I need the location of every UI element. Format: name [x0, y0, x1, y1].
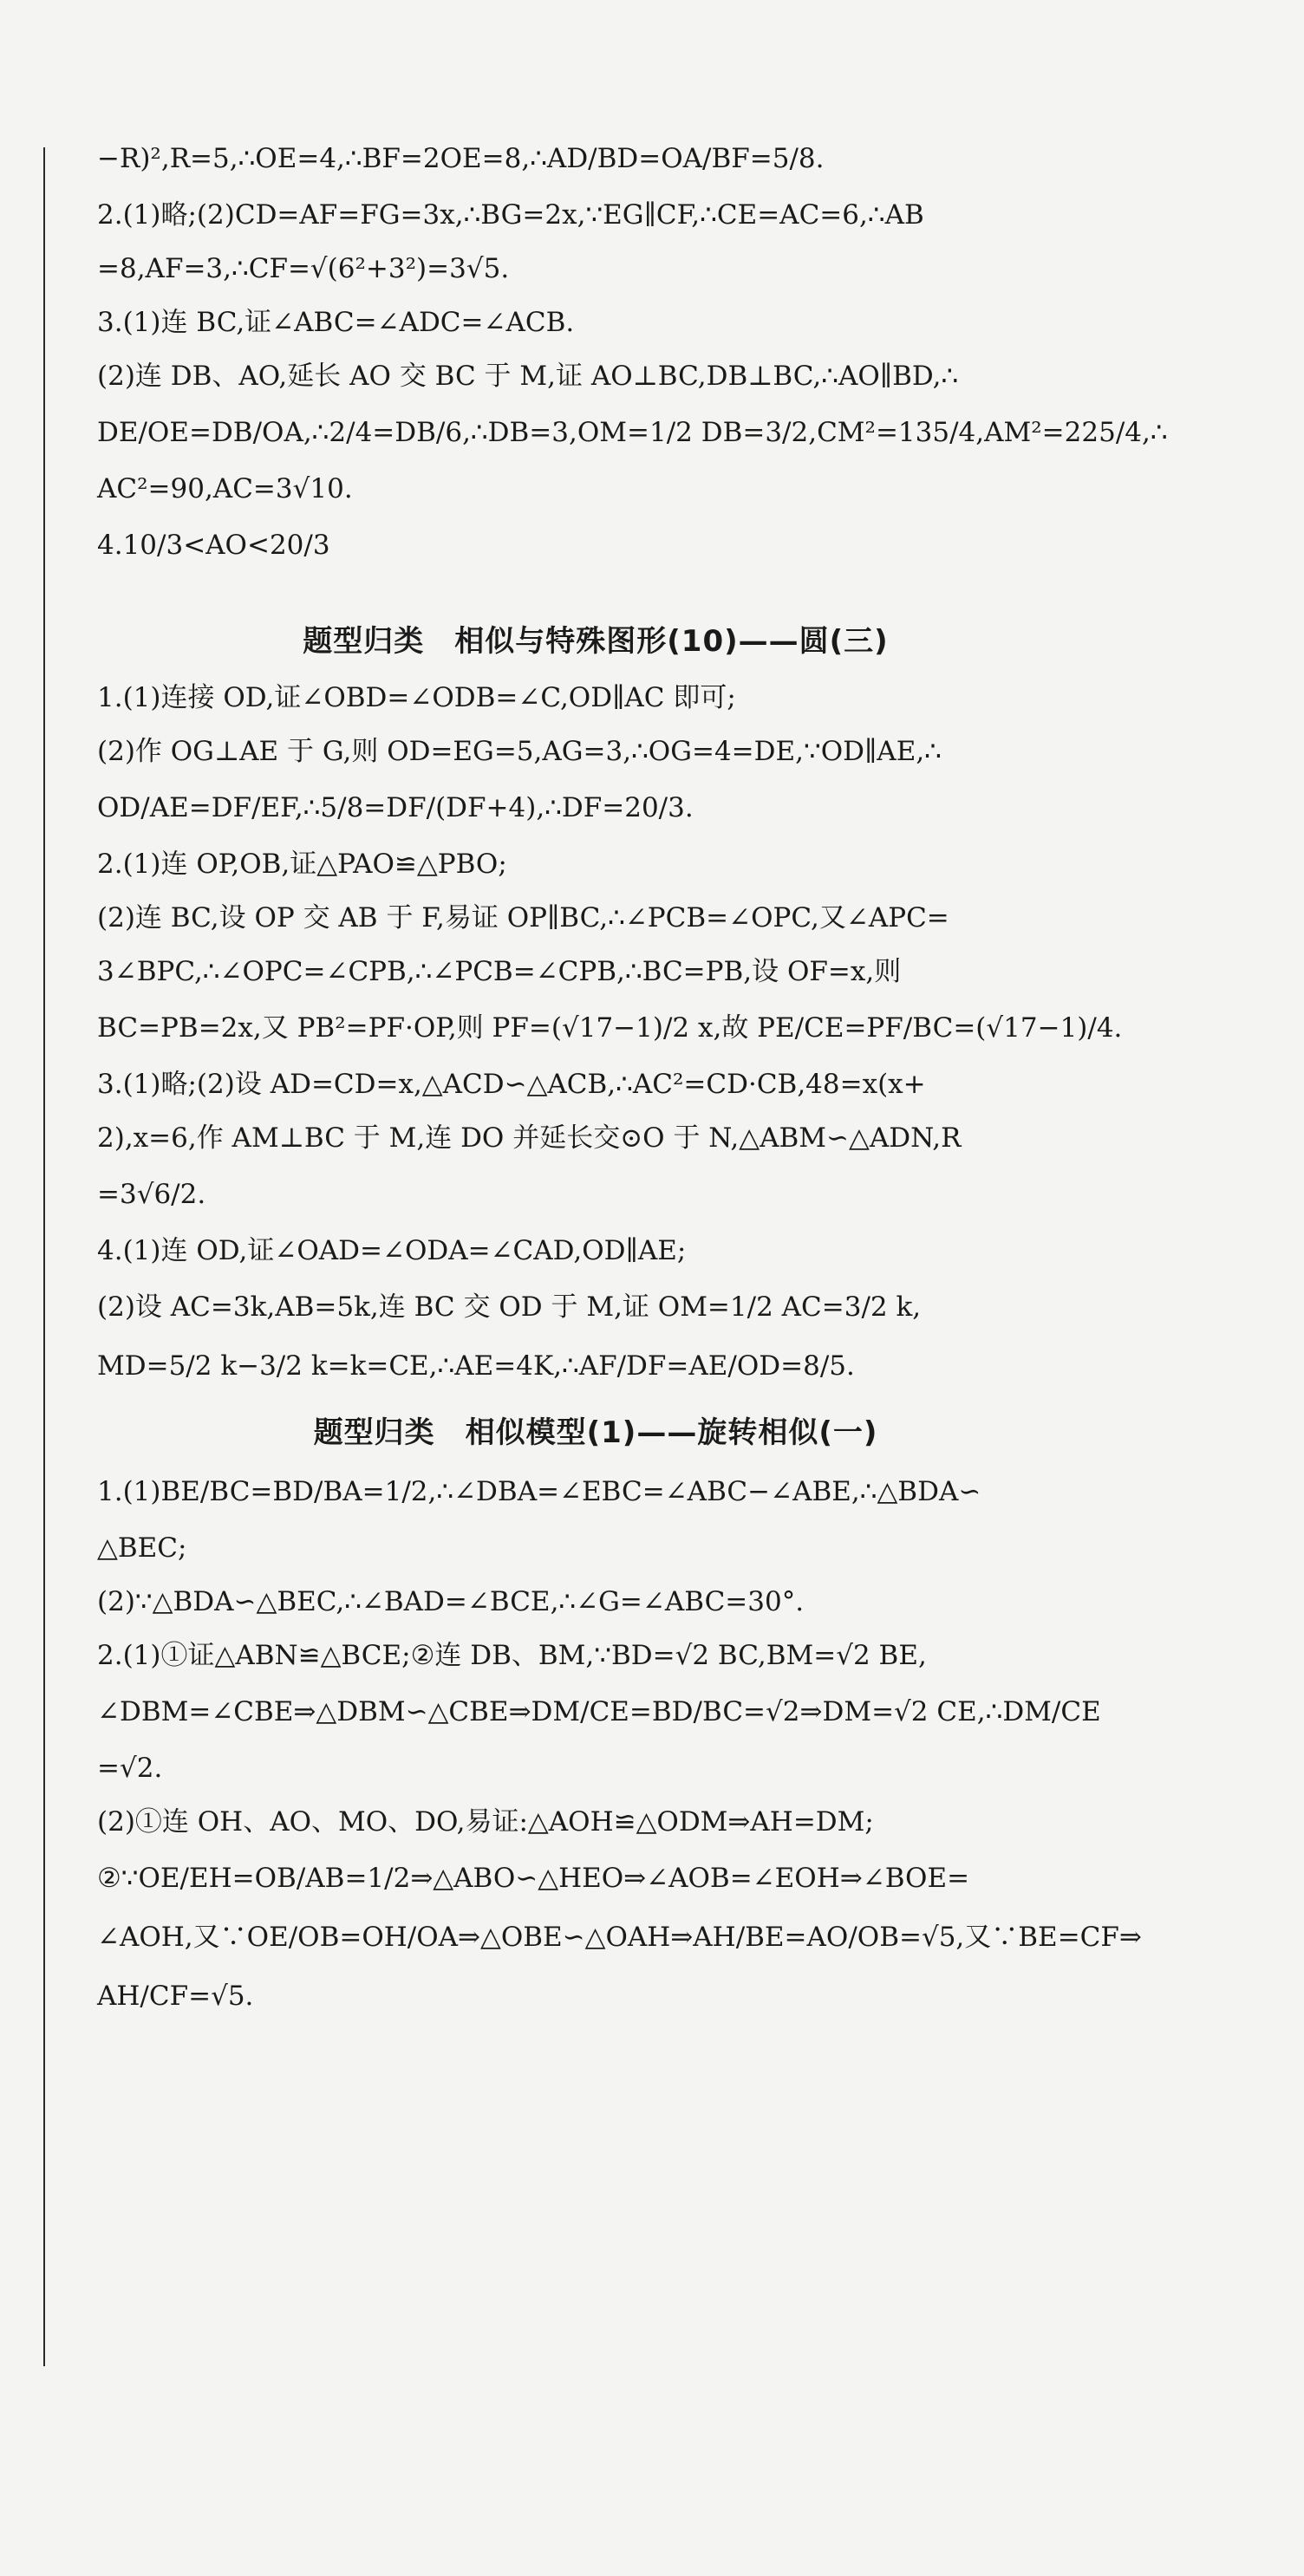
s2-line-5: (2)连 BC,设 OP 交 AB 于 F,易证 OP∥BC,∴∠PCB=∠OPC,又∠APC=	[97, 902, 949, 933]
s2-line-13: MD=5/2 k−3/2 k=k=CE,∴AE=4K,∴AF/DF=AE/OD=8/5.	[97, 1350, 855, 1382]
s3-line-5: ∠DBM=∠CBE⇒△DBM∽△CBE⇒DM/CE=BD/BC=√2⇒DM=√2 CE,∴DM/CE	[97, 1696, 1101, 1727]
section-heading-circle: 题型归类 相似与特殊图形(10)——圆(三)	[303, 624, 889, 659]
s3-line-1: 1.(1)BE/BC=BD/BA=1/2,∴∠DBA=∠EBC=∠ABC−∠ABE,∴△BDA∽	[97, 1476, 981, 1507]
s2-line-11: 4.(1)连 OD,证∠OAD=∠ODA=∠CAD,OD∥AE;	[97, 1235, 687, 1266]
s2-line-10: =3√6/2.	[97, 1179, 206, 1210]
line-8: 4.10/3<AO<20/3	[97, 530, 330, 561]
line-3: =8,AF=3,∴CF=√(6²+3²)=3√5.	[97, 253, 510, 284]
answer-page	[97, 139, 1168, 2035]
s2-line-12: (2)设 AC=3k,AB=5k,连 BC 交 OD 于 M,证 OM=1/2 AC=3/2 k,	[97, 1291, 922, 1323]
margin-rule	[43, 147, 45, 2366]
s3-line-2: △BEC;	[97, 1532, 187, 1564]
s3-line-10: AH/CF=√5.	[97, 1981, 254, 2012]
s3-line-3: (2)∵△BDA∽△BEC,∴∠BAD=∠BCE,∴∠G=∠ABC=30°.	[97, 1586, 805, 1617]
s3-line-7: (2)①连 OH、AO、MO、DO,易证:△AOH≌△ODM⇒AH=DM;	[97, 1806, 874, 1838]
line-4: 3.(1)连 BC,证∠ABC=∠ADC=∠ACB.	[97, 307, 575, 338]
s3-line-9: ∠AOH,又∵OE/OB=OH/OA⇒△OBE∽△OAH⇒AH/BE=AO/OB=√5,又∵BE=CF⇒	[97, 1922, 1142, 1953]
line-5: (2)连 DB、AO,延长 AO 交 BC 于 M,证 AO⊥BC,DB⊥BC,∴AO∥BD,∴	[97, 361, 959, 392]
line-6: DE/OE=DB/OA,∴2/4=DB/6,∴DB=3,OM=1/2 DB=3/2,CM²=135/4,AM²=225/4,∴	[97, 417, 1168, 448]
s2-line-7: BC=PB=2x,又 PB²=PF·OP,则 PF=(√17−1)/2 x,故 PE/CE=PF/BC=(√17−1)/4.	[97, 1012, 1123, 1044]
s2-line-1: 1.(1)连接 OD,证∠OBD=∠ODB=∠C,OD∥AC 即可;	[97, 682, 736, 713]
s2-line-2: (2)作 OG⊥AE 于 G,则 OD=EG=5,AG=3,∴OG=4=DE,∵OD∥AE,∴	[97, 736, 942, 767]
line-7: AC²=90,AC=3√10.	[97, 473, 353, 504]
s3-line-4: 2.(1)①证△ABN≌△BCE;②连 DB、BM,∵BD=√2 BC,BM=√2 BE,	[97, 1640, 927, 1671]
s3-line-6: =√2.	[97, 1753, 163, 1784]
s2-line-4: 2.(1)连 OP,OB,证△PAO≌△PBO;	[97, 849, 507, 880]
s2-line-9: 2),x=6,作 AM⊥BC 于 M,连 DO 并延长交⊙O 于 N,△ABM∽△ADN,R	[97, 1122, 962, 1154]
s2-line-8: 3.(1)略;(2)设 AD=CD=x,△ACD∽△ACB,∴AC²=CD·CB,48=x(x+	[97, 1069, 926, 1100]
s2-line-3: OD/AE=DF/EF,∴5/8=DF/(DF+4),∴DF=20/3.	[97, 792, 694, 823]
line-2: 2.(1)略;(2)CD=AF=FG=3x,∴BG=2x,∵EG∥CF,∴CE=AC=6,∴AB	[97, 199, 924, 231]
s2-line-6: 3∠BPC,∴∠OPC=∠CPB,∴∠PCB=∠CPB,∴BC=PB,设 OF=x,则	[97, 956, 902, 987]
s3-line-8: ②∵OE/EH=OB/AB=1/2⇒△ABO∽△HEO⇒∠AOB=∠EOH⇒∠BOE=	[97, 1863, 970, 1894]
section-heading-rotation: 题型归类 相似模型(1)——旋转相似(一)	[313, 1415, 878, 1450]
line-1: −R)²,R=5,∴OE=4,∴BF=2OE=8,∴AD/BD=OA/BF=5/8.	[97, 143, 825, 174]
